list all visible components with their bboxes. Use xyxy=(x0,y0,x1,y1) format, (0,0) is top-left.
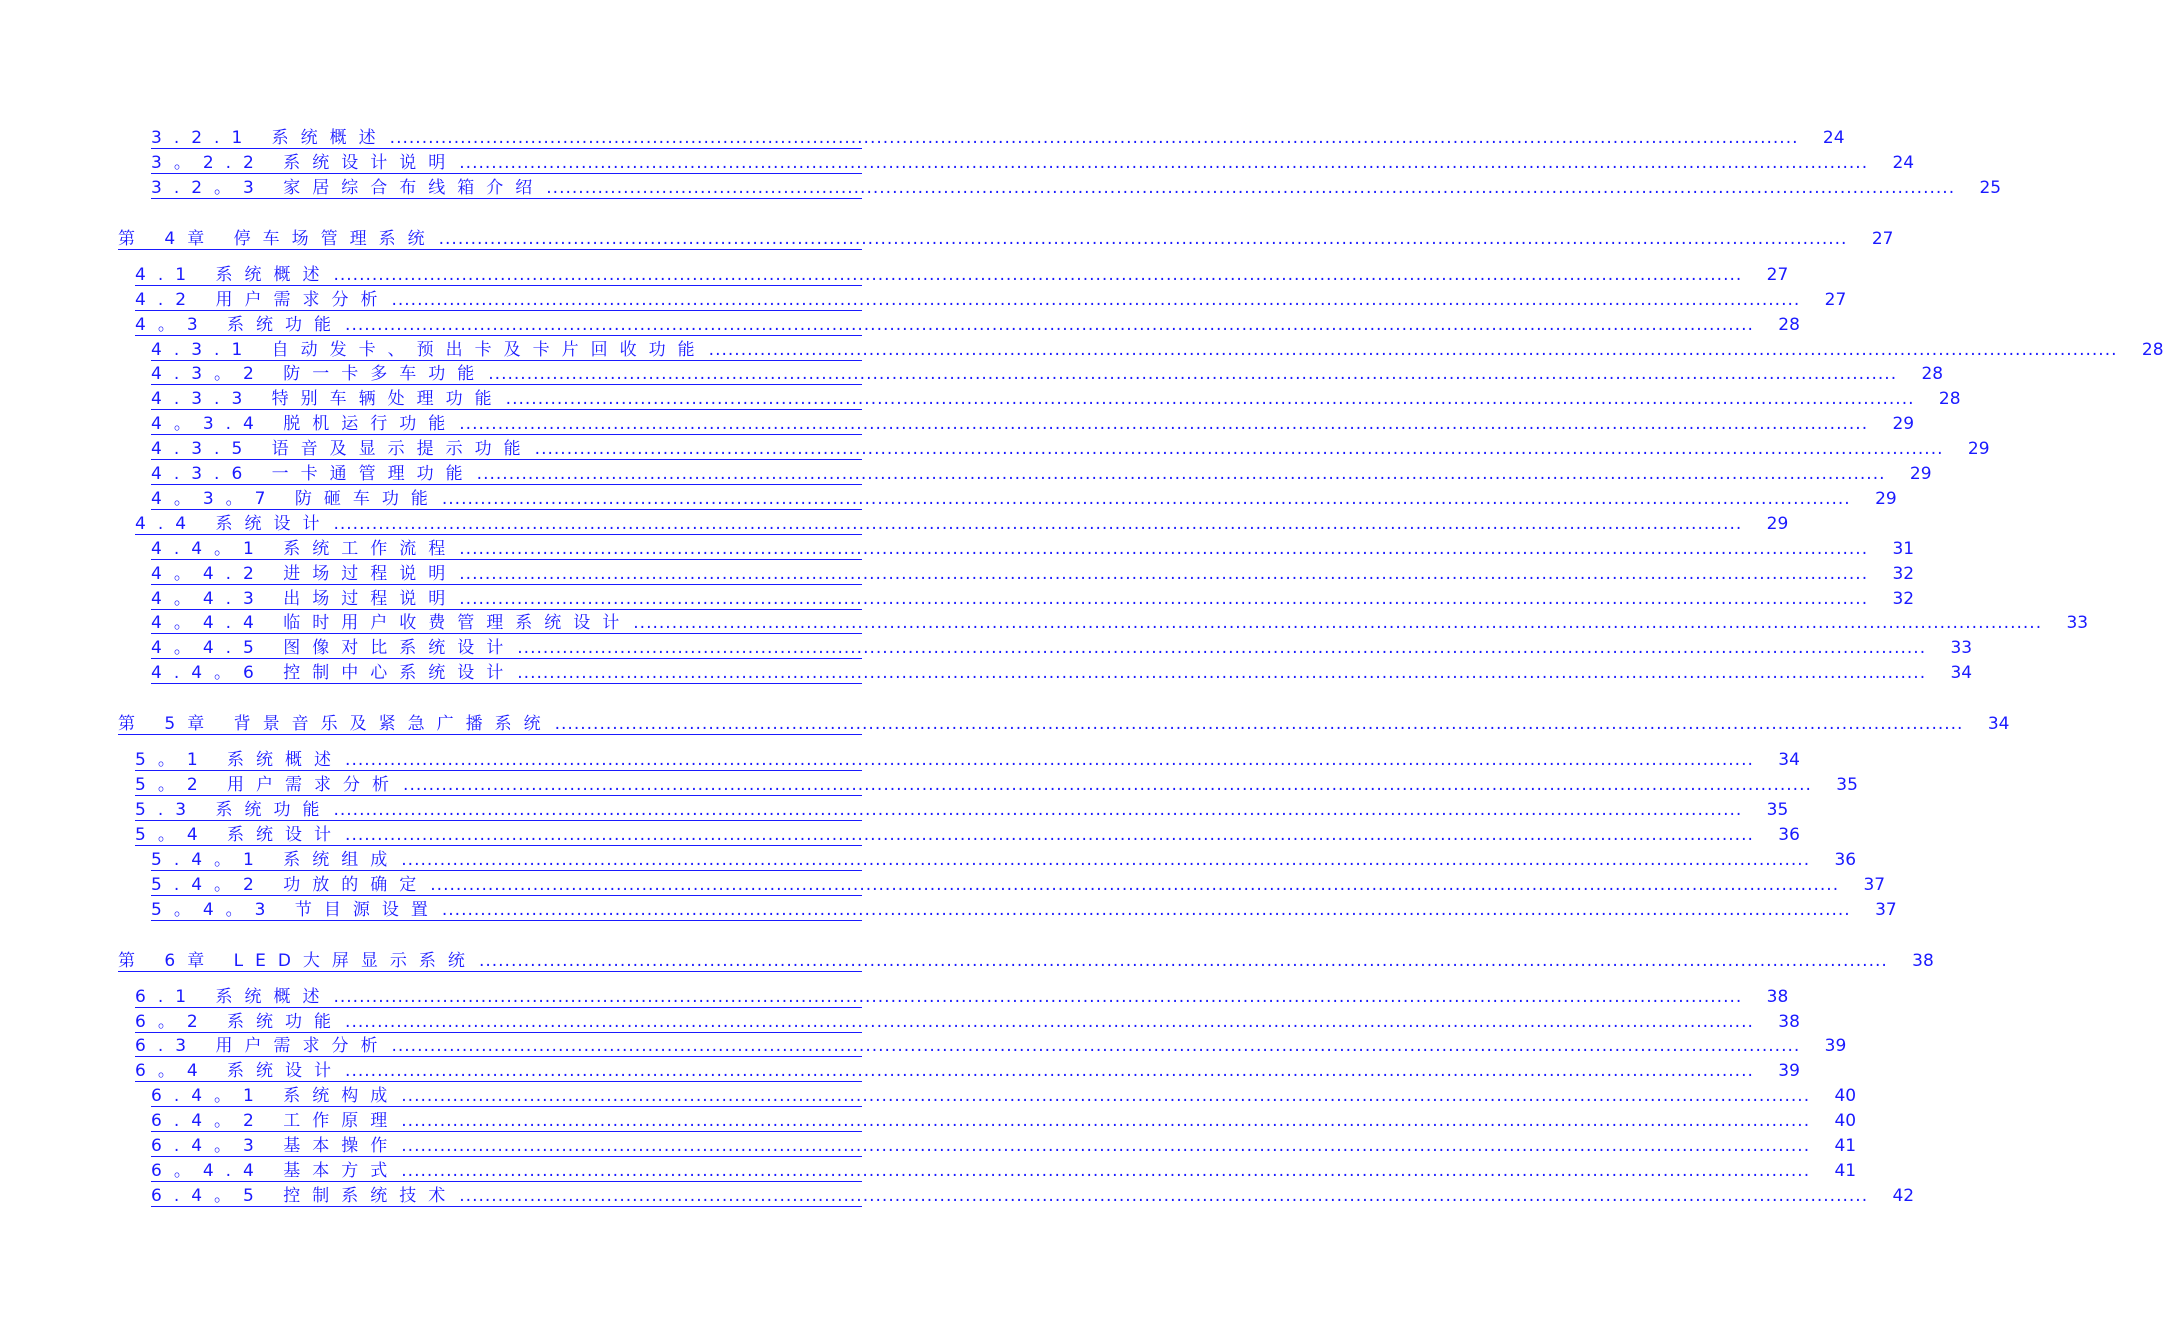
toc-leader-dots: ............................................................................................................................................................................................................................ xyxy=(476,464,1886,484)
toc-page-number: 37 xyxy=(1875,899,1897,920)
toc-page-number: 28 xyxy=(1921,364,1944,385)
toc-entry-title: 6。2 系统功能 xyxy=(135,1011,344,1032)
toc-entry-title: 4。4.4 临时用户收费管理系统设计 xyxy=(151,613,632,634)
toc-chapter-link[interactable] xyxy=(118,712,2010,735)
toc-page-number: 24 xyxy=(1822,128,1845,148)
toc-entry-link[interactable] xyxy=(151,661,1973,684)
toc-page-number: 24 xyxy=(1892,152,1915,173)
toc-page-number: 29 xyxy=(1967,439,1990,460)
toc-entry-link[interactable] xyxy=(135,1010,1800,1033)
toc-entry-link[interactable] xyxy=(151,387,1961,410)
toc-page-number: 39 xyxy=(1824,1036,1847,1057)
toc-entry-link[interactable] xyxy=(151,611,2089,634)
toc-entry-link[interactable] xyxy=(135,313,1800,336)
toc-entry-link[interactable] xyxy=(151,848,1857,871)
toc-entry-title: 6.4。3 基本操作 xyxy=(151,1136,400,1156)
toc-entry-title: 5.4。2 功放的确定 xyxy=(151,874,429,895)
toc-page-number: 38 xyxy=(1912,950,1934,971)
toc-page-number: 28 xyxy=(2141,339,2164,360)
toc-entry-title: 4.3.3 特别车辆处理功能 xyxy=(151,389,504,410)
toc-page-number: 41 xyxy=(1834,1136,1857,1156)
toc-page-number: 34 xyxy=(1987,714,2010,735)
toc-entry-title: 4。3。7 防砸车功能 xyxy=(151,488,440,509)
toc-page-number: 40 xyxy=(1834,1111,1857,1132)
toc-entry-title: 4。4.2 进场过程说明 xyxy=(151,563,458,584)
toc-leader-dots: ............................................................................................................................................................................................................................ xyxy=(441,488,1851,509)
toc-entry-title: 3.2.1 系统概述 xyxy=(151,128,388,148)
toc-entry-title: 4.4 系统设计 xyxy=(135,513,332,534)
toc-page-number: 32 xyxy=(1892,588,1915,609)
toc-leader-dots: ............................................................................................................................................................................................................................ xyxy=(333,986,1743,1007)
toc-entry-title: 第 4章 停车场管理系统 xyxy=(118,228,437,249)
toc-page-number: 29 xyxy=(1892,414,1915,435)
toc-entry-title: 4.3.6 一卡通管理功能 xyxy=(151,464,475,484)
toc-page-number: 29 xyxy=(1766,513,1789,534)
toc-leader-dots: ............................................................................................................................................................................................................................ xyxy=(333,513,1743,534)
toc-entry-title: 6.4。5 控制系统技术 xyxy=(151,1185,458,1206)
toc-entry-title: 4.4。1 系统工作流程 xyxy=(151,538,458,559)
toc-page-number: 36 xyxy=(1778,824,1800,845)
toc-entry-link[interactable] xyxy=(151,1109,1857,1132)
toc-page-number: 33 xyxy=(2066,613,2089,634)
toc-entry-link[interactable] xyxy=(151,873,1886,896)
toc-entry-title: 第 5章 背景音乐及紧急广播系统 xyxy=(118,714,553,735)
toc-leader-dots: ............................................................................................................................................................................................................................ xyxy=(517,663,1927,684)
toc-leader-dots: ............................................................................................................................................................................................................................ xyxy=(345,750,1754,771)
toc-page-number: 38 xyxy=(1778,1011,1800,1032)
toc-leader-dots: ............................................................................................................................................................................................................................ xyxy=(401,1086,1811,1107)
toc-page-number: 34 xyxy=(1950,663,1973,684)
toc-entry-link[interactable] xyxy=(151,1134,1857,1157)
toc-page-number: 32 xyxy=(1892,563,1915,584)
toc-entry-link[interactable] xyxy=(151,362,1944,385)
toc-entry-title: 5.4。1 系统组成 xyxy=(151,849,400,870)
toc-leader-dots: ............................................................................................................................................................................................................................ xyxy=(459,588,1869,609)
toc-entry-title: 5。4 系统设计 xyxy=(135,824,344,845)
toc-page-number: 34 xyxy=(1778,750,1800,771)
toc-entry-title: 6.3 用户需求分析 xyxy=(135,1036,390,1057)
toc-page-number: 27 xyxy=(1766,264,1789,285)
toc-leader-dots: ............................................................................................................................................................................................................................ xyxy=(554,714,1964,735)
toc-entry-link[interactable] xyxy=(151,1084,1857,1107)
toc-leader-dots: ............................................................................................................................................................................................................................ xyxy=(345,824,1754,845)
toc-page-number: 29 xyxy=(1875,488,1897,509)
toc-page-number: 31 xyxy=(1892,538,1915,559)
toc-entry-link[interactable] xyxy=(151,151,1915,174)
toc-entry-link[interactable] xyxy=(151,487,1897,510)
toc-entry-link[interactable] xyxy=(135,748,1800,771)
toc-entry-link[interactable] xyxy=(135,823,1800,846)
toc-leader-dots: ............................................................................................................................................................................................................................ xyxy=(478,950,1888,971)
toc-page-number: 33 xyxy=(1950,638,1973,659)
toc-page-number: 28 xyxy=(1938,389,1961,410)
toc-leader-dots: ............................................................................................................................................................................................................................ xyxy=(459,1185,1869,1206)
toc-page-number: 41 xyxy=(1834,1160,1857,1181)
toc-entry-link[interactable] xyxy=(135,985,1789,1008)
toc-page-number: 25 xyxy=(1979,177,2002,198)
toc-leader-dots: ............................................................................................................................................................................................................................ xyxy=(345,314,1754,335)
toc-entry-title: 4.3.5 语音及显示提示功能 xyxy=(151,439,533,460)
toc-leader-dots: ............................................................................................................................................................................................................................ xyxy=(505,389,1915,410)
toc-leader-dots: ............................................................................................................................................................................................................................ xyxy=(333,800,1743,820)
toc-page-number: 35 xyxy=(1766,800,1789,820)
toc-leader-dots: ............................................................................................................................................................................................................................ xyxy=(517,638,1927,659)
toc-leader-dots: ............................................................................................................................................................................................................................ xyxy=(546,177,1956,198)
toc-page-number: 39 xyxy=(1778,1061,1800,1082)
toc-page-number: 37 xyxy=(1863,874,1886,895)
toc-leader-dots: ............................................................................................................................................................................................................................ xyxy=(708,339,2118,360)
toc-entry-link[interactable] xyxy=(135,1059,1800,1082)
toc-entry-link[interactable] xyxy=(151,1159,1857,1182)
toc-entry-title: 5.3 系统功能 xyxy=(135,800,332,820)
toc-leader-dots: ............................................................................................................................................................................................................................ xyxy=(333,264,1743,285)
toc-entry-title: 4。3 系统功能 xyxy=(135,314,344,335)
toc-chapter-link[interactable] xyxy=(118,949,1934,972)
toc-entry-title: 4。4.3 出场过程说明 xyxy=(151,588,458,609)
toc-entry-link[interactable] xyxy=(151,1184,1915,1207)
toc-entry-title: 第 6章 LED大屏显示系统 xyxy=(118,950,477,971)
toc-entry-link[interactable] xyxy=(151,537,1915,560)
toc-entry-link[interactable] xyxy=(151,587,1915,610)
toc-entry-link[interactable] xyxy=(151,562,1915,585)
toc-entry-link[interactable] xyxy=(135,288,1847,311)
toc-entry-title: 3.2。3 家居综合布线箱介绍 xyxy=(151,177,545,198)
toc-entry-link[interactable] xyxy=(151,126,1845,149)
toc-leader-dots: ............................................................................................................................................................................................................................ xyxy=(438,228,1848,249)
toc-entry-title: 5。4。3 节目源设置 xyxy=(151,899,440,920)
toc-entry-link[interactable] xyxy=(135,798,1789,821)
toc-entry-link[interactable] xyxy=(151,338,2164,361)
toc-entry-link[interactable] xyxy=(151,898,1897,921)
toc-leader-dots: ............................................................................................................................................................................................................................ xyxy=(401,1136,1811,1156)
toc-leader-dots: ............................................................................................................................................................................................................................ xyxy=(403,775,1812,796)
toc-entry-title: 4.3。2 防一卡多车功能 xyxy=(151,364,487,385)
toc-chapter-link[interactable] xyxy=(118,227,1894,250)
toc-entry-link[interactable] xyxy=(135,1034,1847,1057)
toc-leader-dots: ............................................................................................................................................................................................................................ xyxy=(430,874,1840,895)
toc-leader-dots: ............................................................................................................................................................................................................................ xyxy=(389,128,1799,148)
toc-entry-link[interactable] xyxy=(151,437,1990,460)
toc-leader-dots: ............................................................................................................................................................................................................................ xyxy=(345,1061,1754,1082)
toc-entry-link[interactable] xyxy=(135,263,1789,286)
toc-leader-dots: ............................................................................................................................................................................................................................ xyxy=(391,1036,1801,1057)
toc-entry-title: 4。3.4 脱机运行功能 xyxy=(151,414,458,435)
toc-leader-dots: ............................................................................................................................................................................................................................ xyxy=(633,613,2043,634)
toc-page-number: 29 xyxy=(1909,464,1932,484)
toc-leader-dots: ............................................................................................................................................................................................................................ xyxy=(345,1011,1754,1032)
toc-entry-title: 4.1 系统概述 xyxy=(135,264,332,285)
toc-entry-title: 3。2.2 系统设计说明 xyxy=(151,152,458,173)
toc-leader-dots: ............................................................................................................................................................................................................................ xyxy=(459,538,1869,559)
toc-page-number: 28 xyxy=(1778,314,1800,335)
toc-entry-title: 6.1 系统概述 xyxy=(135,986,332,1007)
toc-page-number: 35 xyxy=(1836,775,1858,796)
toc-leader-dots: ............................................................................................................................................................................................................................ xyxy=(459,152,1869,173)
toc-entry-title: 5。2 用户需求分析 xyxy=(135,775,402,796)
toc-leader-dots: ............................................................................................................................................................................................................................ xyxy=(401,849,1811,870)
toc-entry-link[interactable] xyxy=(151,412,1915,435)
toc-page-number: 27 xyxy=(1824,289,1847,310)
toc-entry-link[interactable] xyxy=(151,636,1973,659)
toc-page-number: 40 xyxy=(1834,1086,1857,1107)
toc-leader-dots: ............................................................................................................................................................................................................................ xyxy=(391,289,1801,310)
toc-leader-dots: ............................................................................................................................................................................................................................ xyxy=(459,563,1869,584)
toc-page-number: 42 xyxy=(1892,1185,1915,1206)
toc-entry-link[interactable] xyxy=(151,176,2002,199)
toc-entry-title: 6.4。1 系统构成 xyxy=(151,1086,400,1107)
toc-page-number: 27 xyxy=(1871,228,1894,249)
toc-entry-link[interactable] xyxy=(135,512,1789,535)
toc-leader-dots: ............................................................................................................................................................................................................................ xyxy=(488,364,1898,385)
toc-entry-title: 4.2 用户需求分析 xyxy=(135,289,390,310)
toc-entry-title: 5。1 系统概述 xyxy=(135,750,344,771)
toc-entry-link[interactable] xyxy=(151,462,1932,485)
toc-entry-title: 6.4。2 工作原理 xyxy=(151,1111,400,1132)
toc-leader-dots: ............................................................................................................................................................................................................................ xyxy=(401,1160,1811,1181)
toc-entry-title: 4.3.1 自动发卡、预出卡及卡片回收功能 xyxy=(151,339,707,360)
toc-leader-dots: ............................................................................................................................................................................................................................ xyxy=(534,439,1944,460)
toc-leader-dots: ............................................................................................................................................................................................................................ xyxy=(459,414,1869,435)
toc-page-number: 38 xyxy=(1766,986,1789,1007)
toc-page-number: 36 xyxy=(1834,849,1857,870)
toc-leader-dots: ............................................................................................................................................................................................................................ xyxy=(441,899,1851,920)
toc-entry-title: 6。4.4 基本方式 xyxy=(151,1160,400,1181)
toc-entry-link[interactable] xyxy=(135,773,1858,796)
toc-entry-title: 4.4。6 控制中心系统设计 xyxy=(151,663,516,684)
toc-leader-dots: ............................................................................................................................................................................................................................ xyxy=(401,1111,1811,1132)
toc-entry-title: 6。4 系统设计 xyxy=(135,1061,344,1082)
toc-entry-title: 4。4.5 图像对比系统设计 xyxy=(151,638,516,659)
